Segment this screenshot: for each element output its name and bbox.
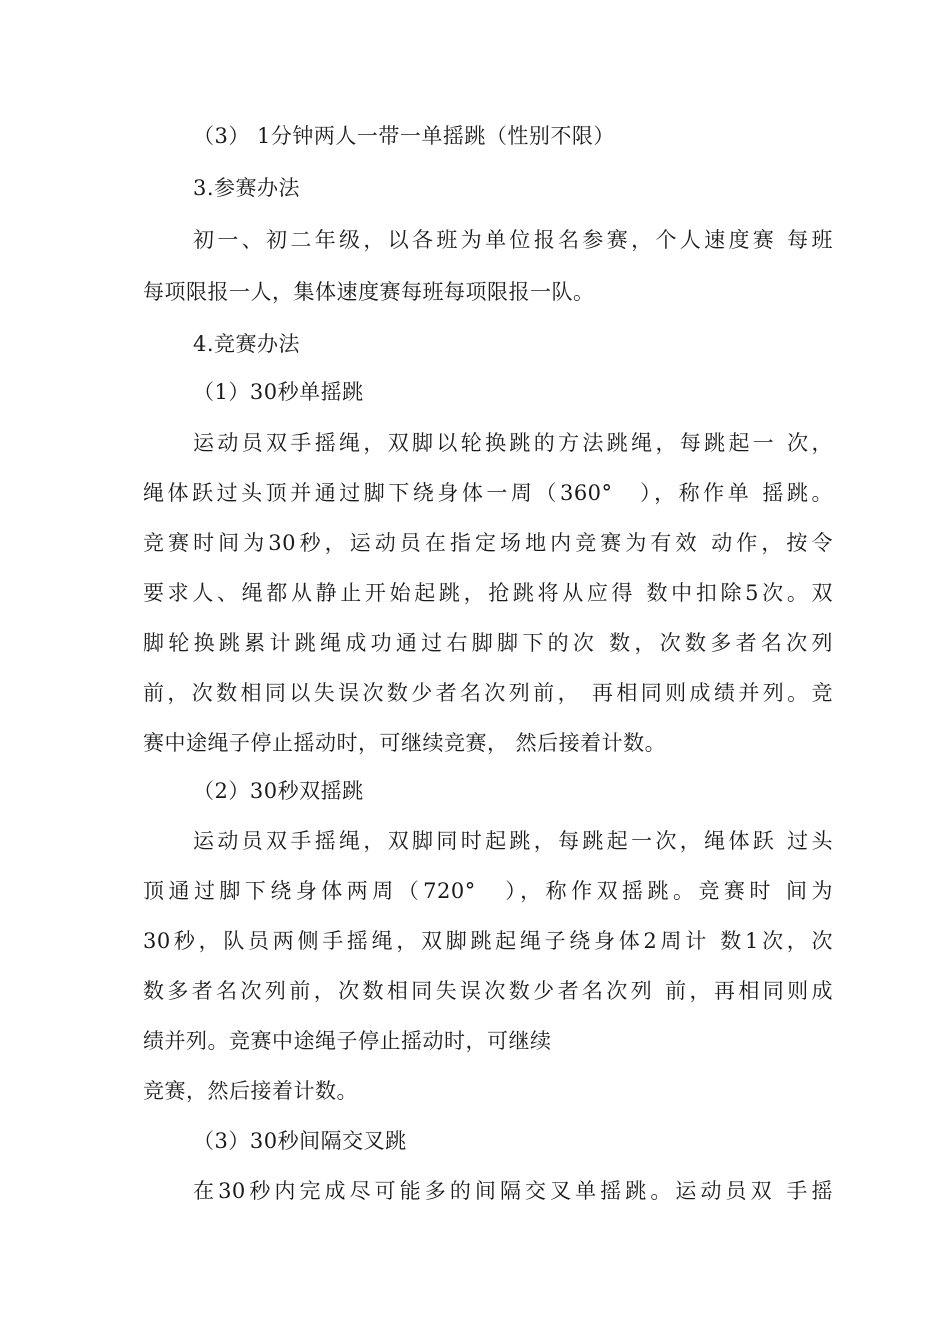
paragraph-line: 顶通过脚下绕身体两周（720° ），称作双摇跳。竞赛时 间为	[143, 879, 833, 903]
subheading-30s-double-rope: （2）30秒双摇跳	[193, 779, 364, 803]
paragraph-line: 初一、初二年级，以各班为单位报名参赛，个人速度赛 每班	[193, 228, 833, 252]
paragraph-line: 在30秒内完成尽可能多的间隔交叉单摇跳。运动员双 手摇	[193, 1179, 833, 1203]
section-item-3-title: （3） 1分钟两人一带一单摇跳（性别不限）	[193, 124, 615, 148]
paragraph-line: 每项限报一人，集体速度赛每班每项限报一队。	[143, 280, 595, 304]
heading-participation-method: 3.参赛办法	[193, 176, 301, 200]
paragraph-line: 竞赛，然后接着计数。	[143, 1079, 358, 1103]
paragraph-line: 竞赛时间为30秒，运动员在指定场地内竞赛为有效 动作，按令	[143, 531, 833, 555]
paragraph-line: 前，次数相同以失误次数少者名次列前， 再相同则成绩并列。竞	[143, 681, 833, 705]
paragraph-line: 要求人、绳都从静止开始起跳，抢跳将从应得 数中扣除5次。双	[143, 581, 833, 605]
paragraph-line: 运动员双手摇绳，双脚同时起跳，每跳起一次，绳体跃 过头	[193, 829, 833, 853]
paragraph-line: 数多者名次列前，次数相同失误次数少者名次列 前，再相同则成	[143, 979, 833, 1003]
paragraph-line: 赛中途绳子停止摇动时，可继续竞赛， 然后接着计数。	[143, 731, 667, 755]
paragraph-line: 绩并列。竞赛中途绳子停止摇动时，可继续	[143, 1029, 552, 1053]
paragraph-line: 绳体跃过头顶并通过脚下绕身体一周（360° ），称作单 摇跳。	[143, 481, 833, 505]
subheading-30s-alternate-cross: （3）30秒间隔交叉跳	[193, 1129, 407, 1153]
paragraph-line: 运动员双手摇绳，双脚以轮换跳的方法跳绳，每跳起一 次，	[193, 431, 833, 455]
subheading-30s-single-rope: （1）30秒单摇跳	[193, 380, 364, 404]
paragraph-line: 30秒，队员两侧手摇绳，双脚跳起绳子绕身体2周计 数1次，次	[143, 929, 833, 953]
heading-competition-method: 4.竞赛办法	[193, 332, 301, 356]
paragraph-line: 脚轮换跳累计跳绳成功通过右脚脚下的次 数，次数多者名次列	[143, 631, 833, 655]
